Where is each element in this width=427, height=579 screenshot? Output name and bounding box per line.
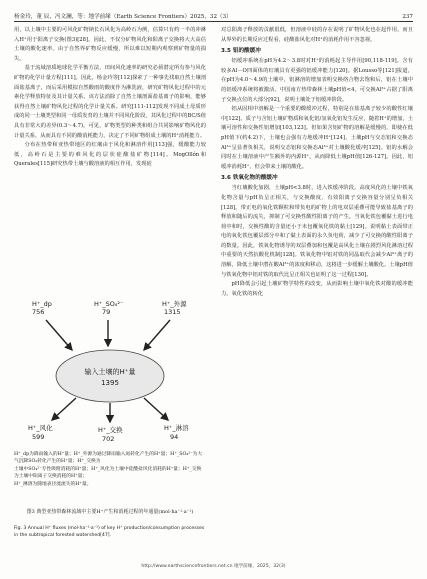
right-intro-paragraph: 对总阳离子释放的贡献很低，但溶液中硅的存在说明了矿物风化也在起作用，而且从界外的长期反应过程看，硅酸盐风化对H⁺的消耗作用不容忽视。: [221, 27, 413, 43]
value-exchange: 702: [102, 435, 115, 443]
figure-caption-english: Fig. 3 Annual H⁺ fluxes (mol·ha⁻¹·a⁻¹) of key H⁺ production/consumption processes in the subtropical forested watershed[47].: [14, 526, 205, 538]
label-weathering: H⁺_风化: [28, 424, 53, 432]
legend-line: H⁺_淋溶为随地表径流流失的H⁺量。: [14, 481, 92, 487]
legend-line: 土壤中SO₄²⁻专性吸附消耗的H⁺量；H⁺_风化为土壤中硅酸盐风化消耗的H⁺量；H⁺_交换为土壤中阳离子交换消耗的H⁺量；: [14, 466, 202, 480]
arrow-leaching: [144, 398, 168, 420]
value-weathering: 599: [32, 433, 45, 441]
running-header: [14, 8, 413, 20]
page-footer: http://www.earthsciencefrontiers.net.cn 地学前缘，2025，32(3): [141, 564, 286, 569]
value-dp: 756: [32, 308, 45, 316]
section-paragraph: 铝从固相中溶解是一个重要的酸缓冲过程，特别是在盐基离子较少的酸性红壤中[122]。质子与含铝土壤矿物质和氧化铝/氢氧化铝发生反应，随着H⁺的增加，土壤可溶性和交换性铝增加[103,123]。但如果含铝矿物的溶解是缓慢的，即使在低pH值下(约4.2)下，土壤也会强有力地缓冲H⁺[124]，土壤pH与交态铝和交换态Al³⁺呈显著负相关，说明交态铝和交换态Al³⁺对土壤酸化缓冲[125]。铝的水解会同时在土壤溶液中产生额外的内源H⁺，从而降低土壤pH值[126-127]。因此，铝缓冲消耗H⁺，但会带来土壤的酸化。: [221, 106, 413, 170]
label-external: H⁺_外源: [162, 300, 187, 308]
arrow-dp: [46, 320, 72, 350]
header-authors: 杨金玲，董 辰，冯文澜，等：地学前缘（Earth Science Frontiers）2025，32（3）: [14, 14, 232, 20]
value-so4: 79: [102, 308, 111, 316]
right-column: [221, 26, 413, 299]
label-dp: H⁺_dp: [32, 300, 52, 308]
figure-caption-chinese: 图3 典型亚热带森林流域中主要H⁺产生和消耗过程的年通量(mol·ha⁻¹·a⁻¹): [26, 509, 194, 515]
page-number: 237: [402, 14, 413, 20]
label-leaching: H⁺_淋溶: [164, 424, 189, 432]
section-paragraph: pH降低会引起土壤矿物学特性的改变，从而影响土壤中氧化铁对酸的缓冲能力。氧化铁的转化: [221, 281, 413, 297]
section-heading-iron-oxide-buffer: 3.6 铁氧化物的酸缓冲: [221, 175, 278, 182]
section-heading-aluminum-buffer: 3.5 铝的酸缓冲: [221, 48, 261, 55]
soil-ellipse: [56, 350, 164, 402]
value-leaching: 94: [170, 433, 179, 441]
section-paragraph: 铝缓冲系统在pH为4.2～3.8时对H⁺的消耗起主导作用[90,118-119]。含有较多Al－O四面体的红壤具有更强的铝缓冲能力[120]。据Lousso等[121]报道，在pH为4.0～4.9的土壤中，铝淋溶的增加表明交换络合物去饱和后，铝在土壤中的铝缓冲系统将被激活。中国南方热带森林土壤pH值<4，可交换Al³⁺占据了阳离子交换点位的大部分[92]，说明土壤处于铝缓冲阶段。: [221, 58, 413, 103]
value-external: 1315: [164, 308, 181, 316]
soil-title: 输入土壤的H⁺量: [84, 368, 136, 376]
header-divider: [14, 21, 413, 22]
section-paragraph: 当红壤酸化加剧，土壤pH<3.8时，进入铁缓冲阶段。高度风化的土壤中铁氧化物含量与pH负呈正相关，与交换酸度、有效阳离子交换容量分别呈负相关[128]。带正电的氧化铁颗粒和带负电的矿物上的电双层重叠可能导致盐基离子的释放和随后的流失，抑制了可交换性酸性阳离子的产生。当氧化铁包覆黏土进行电荷中和时，交换性酸的含量还小于未包覆氧化铁的黏土[129]。说明黏土表面带正电的氧化铁包覆层部分中和了黏土表面的永久负电荷，减少了可交换的酸性阳离子的数量。因此，铁氧化物诱导的双层叠加和包覆是高风化土壤在剧烈风化淋溶过程中重要的天然抗酸化机制[128]。铁氧化物中铝对铁的同晶取代会减少Al³⁺离子的溶解，降低土壤中潜在酸Al³⁺的浓度和移动，这将进一步缓解土壤酸化。土壤pH值与铁氧化物中铝对铁的取代比呈正相关也证明了这一过程[130]。: [221, 185, 413, 278]
left-paragraph: 用，以上壤中主要的可风化矿物钠长石风化为高岭石为例，估算只有约一半的冲淋入H⁺用于阳离子交换(图3)[28]。因此，不仅分矿物风化和阳离子交换将大大高估土壤的酸化速率。由于自然界矿物反应缓慢，所以难以短期内观察到矿物量的损失。: [14, 27, 206, 62]
soil-value: 1395: [101, 379, 119, 387]
flux-diagram-svg: [14, 298, 206, 450]
figure-legend: [14, 451, 206, 488]
left-paragraph: 基于流域溶质地球化学平衡方法，田间风化速率的研究必须潜定所有参与风化矿物的化学计量方程[111]。因此，杨金玲等[112]探索了一种事先找取自然土壤剖面盐基离子，而后采用模拟自然酸雨的酸度作为淋洗液，研究矿物风化过程中的元素化学释放特征及其计量关系。该方法消除了自然土壤剖面盐基离子的影响，能够获得自然土壤矿物风化过程的化学计量关系。研究[111-112]发现不同成土母质形成的同一土壤类型和同一母质发育的土壤并不同风化阶段，其风化过程中的BC/S值具有非常大的差异(0.3～4.7)。可见，矿物类型的种类和组合共同影响矿物风化的计量关系，从而具有不同的酸消耗能力，决定了不同矿物组成土壤的H⁺消耗能力。: [14, 65, 206, 139]
figure-3-diagram: [14, 298, 206, 450]
left-column: [14, 26, 206, 170]
legend-line: H⁺_dp为降雨输入的H⁺量；H⁺_外源为通过降雨输入氮转化产生的H⁺量；H⁺_SO₄²⁻为大气沉降SO₂转化产生的H⁺量；H⁺_交换为: [14, 452, 203, 465]
arrow-weathering: [52, 398, 76, 420]
arrow-external: [144, 320, 170, 350]
left-paragraph: 分布在热带和亚热带地区的红壤由于风化和淋溶作用[113]强，缓酸能力较低，高岭石是主要的难风化的层状硅酸盐矿物[114]。MogOllón和Querales[115]研究热带土壤与酸溶液的相互作用，发现硅: [14, 142, 206, 168]
label-so4: H⁺_SO₄²⁻: [94, 300, 124, 308]
label-exchange: H⁺_交换: [98, 426, 123, 434]
